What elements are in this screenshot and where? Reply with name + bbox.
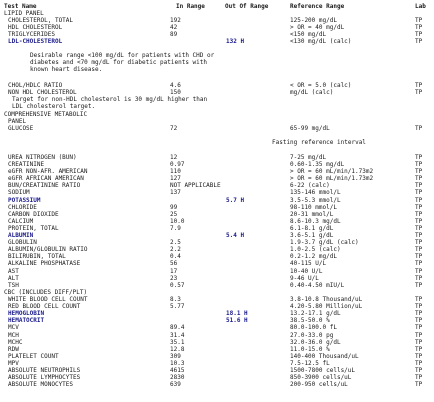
in-range-value: 12.8 xyxy=(170,346,185,353)
lab-code: TP xyxy=(415,360,423,367)
in-range-value: 192 xyxy=(170,17,181,24)
reference-range: <150 mg/dL xyxy=(290,31,327,38)
test-name: PROTEIN, TOTAL xyxy=(8,225,59,232)
reference-range: 8.6-10.3 mg/dL xyxy=(290,218,341,225)
lab-code: TP xyxy=(415,204,423,211)
in-range-value: 7.9 xyxy=(170,225,181,232)
reference-range: 3.5-5.3 mmol/L xyxy=(290,197,341,204)
in-range-value: 10.3 xyxy=(170,360,185,367)
result-row xyxy=(0,253,434,260)
in-range-value: NOT APPLICABLE xyxy=(170,182,221,189)
result-row xyxy=(0,303,434,310)
test-name: CHLORIDE xyxy=(8,204,37,211)
result-row xyxy=(0,89,434,96)
lab-code: TP xyxy=(415,339,423,346)
reference-range: 9-46 U/L xyxy=(290,275,319,282)
result-row xyxy=(0,31,434,38)
reference-range: 7-25 mg/dL xyxy=(290,154,327,161)
in-range-value: 0.97 xyxy=(170,161,185,168)
reference-range: 135-146 mmol/L xyxy=(290,189,341,196)
test-name: UREA NITROGEN (BUN) xyxy=(8,154,77,161)
header-test-name: Test Name xyxy=(4,3,37,10)
reference-range: 65-99 mg/dL xyxy=(290,125,330,132)
test-name: TRIGLYCERIDES xyxy=(8,31,55,38)
reference-range: 80.0-100.0 fL xyxy=(290,324,337,331)
column-header-row xyxy=(0,3,434,10)
lab-code: TP xyxy=(415,324,423,331)
result-row xyxy=(0,125,434,132)
lab-code: TP xyxy=(415,310,423,317)
reference-range: > OR = 60 mL/min/1.73m2 xyxy=(290,175,374,182)
in-range-value: 89 xyxy=(170,31,178,38)
lab-code: TP xyxy=(415,161,423,168)
lab-code: TP xyxy=(415,89,423,96)
reference-range: 20-31 mmol/L xyxy=(290,211,334,218)
test-name: SODIUM xyxy=(8,189,30,196)
lab-code: TP xyxy=(415,246,423,253)
test-name: MCV xyxy=(8,324,19,331)
result-row xyxy=(0,182,434,189)
lab-code: TP xyxy=(415,154,423,161)
test-name: ALKALINE PHOSPHATASE xyxy=(8,260,81,267)
lab-code: TP xyxy=(415,168,423,175)
lab-code: TP xyxy=(415,24,423,31)
in-range-value: 0.57 xyxy=(170,282,185,289)
lab-code: TP xyxy=(415,374,423,381)
in-range-value: 23 xyxy=(170,275,178,282)
lab-code: TP xyxy=(415,332,423,339)
reference-range: 0.60-1.35 mg/dL xyxy=(290,161,345,168)
reference-range: 6-22 (calc) xyxy=(290,182,330,189)
result-row xyxy=(0,360,434,367)
lab-code: TP xyxy=(415,225,423,232)
in-range-value: 42 xyxy=(170,24,178,31)
lab-code: TP xyxy=(415,211,423,218)
ldl-note-line: known heart disease. xyxy=(30,66,103,73)
lab-code: TP xyxy=(415,317,423,324)
in-range-value: 309 xyxy=(170,353,181,360)
result-row xyxy=(0,246,434,253)
test-name: CREATININE xyxy=(8,161,45,168)
test-name: TSH xyxy=(8,282,19,289)
out-of-range-value: 5.7 H xyxy=(226,197,245,204)
in-range-value: 127 xyxy=(170,175,181,182)
lab-code: TP xyxy=(415,38,423,45)
result-row xyxy=(0,197,434,204)
result-row xyxy=(0,189,434,196)
nonhdl-note-line: Target for non-HDL cholesterol is 30 mg/dL higher than xyxy=(12,96,208,103)
in-range-value: 150 xyxy=(170,89,181,96)
result-row xyxy=(0,296,434,303)
test-name: CHOL/HDLC RATIO xyxy=(8,82,63,89)
lab-code: TP xyxy=(415,189,423,196)
result-row xyxy=(0,24,434,31)
reference-range: <130 mg/dL (calc) xyxy=(290,38,352,45)
test-name: eGFR NON-AFR. AMERICAN xyxy=(8,168,88,175)
reference-range: 1.0-2.5 (calc) xyxy=(290,246,341,253)
lab-code: TP xyxy=(415,260,423,267)
test-name: ALT xyxy=(8,275,19,282)
test-name: RED BLOOD CELL COUNT xyxy=(8,303,81,310)
reference-range: 11.0-15.0 % xyxy=(290,346,330,353)
out-of-range-value: 18.1 H xyxy=(226,310,248,317)
lab-code: TP xyxy=(415,346,423,353)
result-row xyxy=(0,225,434,232)
result-row xyxy=(0,310,434,317)
test-name: PLATELET COUNT xyxy=(8,353,59,360)
result-row xyxy=(0,211,434,218)
lab-code: TP xyxy=(415,381,423,388)
reference-range: 98-110 mmol/L xyxy=(290,204,337,211)
in-range-value: 25 xyxy=(170,211,178,218)
test-name: MPV xyxy=(8,360,19,367)
result-row xyxy=(0,218,434,225)
result-row xyxy=(0,175,434,182)
reference-range: 40-115 U/L xyxy=(290,260,327,267)
reference-range: 0.2-1.2 mg/dL xyxy=(290,253,337,260)
test-name: CALCIUM xyxy=(8,218,34,225)
in-range-value: 56 xyxy=(170,260,178,267)
test-name: eGFR AFRICAN AMERICAN xyxy=(8,175,84,182)
lab-code: TP xyxy=(415,218,423,225)
lab-code: TP xyxy=(415,303,423,310)
result-row xyxy=(0,367,434,374)
in-range-value: 72 xyxy=(170,125,178,132)
reference-range: 1.9-3.7 g/dL (calc) xyxy=(290,239,359,246)
test-name: CARBON DIOXIDE xyxy=(8,211,59,218)
test-name: CHOLESTEROL, TOTAL xyxy=(8,17,74,24)
test-name: MCH xyxy=(8,332,19,339)
header-out-of-range: Out Of Range xyxy=(225,3,269,10)
lab-code: TP xyxy=(415,296,423,303)
test-name: ALBUMIN xyxy=(8,232,34,239)
section-lipid-panel: LIPID PANEL xyxy=(4,10,44,17)
result-row xyxy=(0,346,434,353)
result-row xyxy=(0,82,434,89)
fasting-note: Fasting reference interval xyxy=(272,139,366,146)
in-range-value: 2830 xyxy=(170,374,185,381)
in-range-value: 4.6 xyxy=(170,82,181,89)
result-row xyxy=(0,339,434,346)
in-range-value: 12 xyxy=(170,154,178,161)
section-comprehensive-metabolic: COMPREHENSIVE METABOLIC xyxy=(4,111,88,118)
reference-range: 3.6-5.1 g/dL xyxy=(290,232,334,239)
lab-code: TP xyxy=(415,282,423,289)
header-reference-range: Reference Range xyxy=(290,3,345,10)
result-row xyxy=(0,275,434,282)
lab-code: TP xyxy=(415,268,423,275)
in-range-value: 10.0 xyxy=(170,218,185,225)
reference-range: < OR = 5.0 (calc) xyxy=(290,82,352,89)
out-of-range-value: 132 H xyxy=(226,38,245,45)
in-range-value: 0.4 xyxy=(170,253,181,260)
result-row xyxy=(0,317,434,324)
result-row xyxy=(0,260,434,267)
reference-range: 125-200 mg/dL xyxy=(290,17,337,24)
result-row xyxy=(0,168,434,175)
test-name: GLOBULIN xyxy=(8,239,37,246)
lab-code: TP xyxy=(415,182,423,189)
test-name: GLUCOSE xyxy=(8,125,34,132)
test-name: LDL-CHOLESTEROL xyxy=(8,38,63,45)
test-name: ABSOLUTE LYMPHOCYTES xyxy=(8,374,81,381)
test-name: HDL CHOLESTEROL xyxy=(8,24,63,31)
test-name: ABSOLUTE NEUTROPHILS xyxy=(8,367,81,374)
in-range-value: 31.4 xyxy=(170,332,185,339)
test-name: WHITE BLOOD CELL COUNT xyxy=(8,296,88,303)
out-of-range-value: 51.6 H xyxy=(226,317,248,324)
reference-range: 38.5-50.0 % xyxy=(290,317,330,324)
lab-code: TP xyxy=(415,82,423,89)
result-row xyxy=(0,239,434,246)
reference-range: 1500-7800 cells/uL xyxy=(290,367,356,374)
result-row xyxy=(0,324,434,331)
in-range-value: 89.4 xyxy=(170,324,185,331)
in-range-value: 137 xyxy=(170,189,181,196)
ldl-note-line: diabetes and <70 mg/dL for diabetic patients with xyxy=(30,59,208,66)
section-cbc: CBC (INCLUDES DIFF/PLT) xyxy=(4,289,88,296)
result-row xyxy=(0,204,434,211)
reference-range: 0.40-4.50 mIU/L xyxy=(290,282,345,289)
lab-code: TP xyxy=(415,175,423,182)
in-range-value: 5.77 xyxy=(170,303,185,310)
ldl-note-line: Desirable range <100 mg/dL for patients with CHD or xyxy=(30,52,215,59)
test-name: ABSOLUTE MONOCYTES xyxy=(8,381,74,388)
result-row xyxy=(0,268,434,275)
result-row xyxy=(0,232,434,239)
result-row xyxy=(0,154,434,161)
in-range-value: 35.1 xyxy=(170,339,185,346)
nonhdl-note-line: LDL cholesterol target. xyxy=(12,103,96,110)
result-row xyxy=(0,381,434,388)
in-range-value: 99 xyxy=(170,204,178,211)
in-range-value: 2.5 xyxy=(170,239,181,246)
lab-code: TP xyxy=(415,31,423,38)
test-name: HEMATOCRIT xyxy=(8,317,45,324)
lab-code: TP xyxy=(415,275,423,282)
in-range-value: 2.2 xyxy=(170,246,181,253)
in-range-value: 4615 xyxy=(170,367,185,374)
reference-range: 10-40 U/L xyxy=(290,268,323,275)
test-name: RDW xyxy=(8,346,19,353)
test-name: POTASSIUM xyxy=(8,197,41,204)
lab-code: TP xyxy=(415,253,423,260)
reference-range: > OR = 40 mg/dL xyxy=(290,24,345,31)
reference-range: 200-950 cells/uL xyxy=(290,381,348,388)
reference-range: 6.1-8.1 g/dL xyxy=(290,225,334,232)
result-row xyxy=(0,332,434,339)
reference-range: > OR = 60 mL/min/1.73m2 xyxy=(290,168,374,175)
lab-code: TP xyxy=(415,125,423,132)
in-range-value: 17 xyxy=(170,268,178,275)
header-lab: Lab xyxy=(415,3,426,10)
test-name: AST xyxy=(8,268,19,275)
reference-range: 850-3900 cells/uL xyxy=(290,374,352,381)
in-range-value: 8.3 xyxy=(170,296,181,303)
reference-range: 32.0-36.0 g/dL xyxy=(290,339,341,346)
lab-code: TP xyxy=(415,232,423,239)
reference-range: 7.5-12.5 fL xyxy=(290,360,330,367)
result-row xyxy=(0,161,434,168)
lab-code: TP xyxy=(415,197,423,204)
test-name: NON HDL CHOLESTEROL xyxy=(8,89,77,96)
reference-range: 4.20-5.80 Million/uL xyxy=(290,303,363,310)
reference-range: 3.8-10.8 Thousand/uL xyxy=(290,296,363,303)
result-row xyxy=(0,282,434,289)
reference-range: 140-400 Thousand/uL xyxy=(290,353,359,360)
result-row xyxy=(0,374,434,381)
result-row xyxy=(0,353,434,360)
reference-range: mg/dL (calc) xyxy=(290,89,334,96)
lab-code: TP xyxy=(415,17,423,24)
test-name: BUN/CREATININE RATIO xyxy=(8,182,81,189)
lab-code: TP xyxy=(415,367,423,374)
result-row xyxy=(0,38,434,45)
lab-code: TP xyxy=(415,239,423,246)
reference-range: 27.0-33.0 pg xyxy=(290,332,334,339)
result-row xyxy=(0,17,434,24)
section-comprehensive-metabolic-cont: PANEL xyxy=(8,118,27,125)
test-name: HEMOGLOBIN xyxy=(8,310,45,317)
test-name: BILIRUBIN, TOTAL xyxy=(8,253,66,260)
reference-range: 13.2-17.1 g/dL xyxy=(290,310,341,317)
test-name: ALBUMIN/GLOBULIN RATIO xyxy=(8,246,88,253)
in-range-value: 110 xyxy=(170,168,181,175)
in-range-value: 639 xyxy=(170,381,181,388)
header-in-range: In Range xyxy=(176,3,205,10)
out-of-range-value: 5.4 H xyxy=(226,232,245,239)
test-name: MCHC xyxy=(8,339,23,346)
lab-code: TP xyxy=(415,353,423,360)
